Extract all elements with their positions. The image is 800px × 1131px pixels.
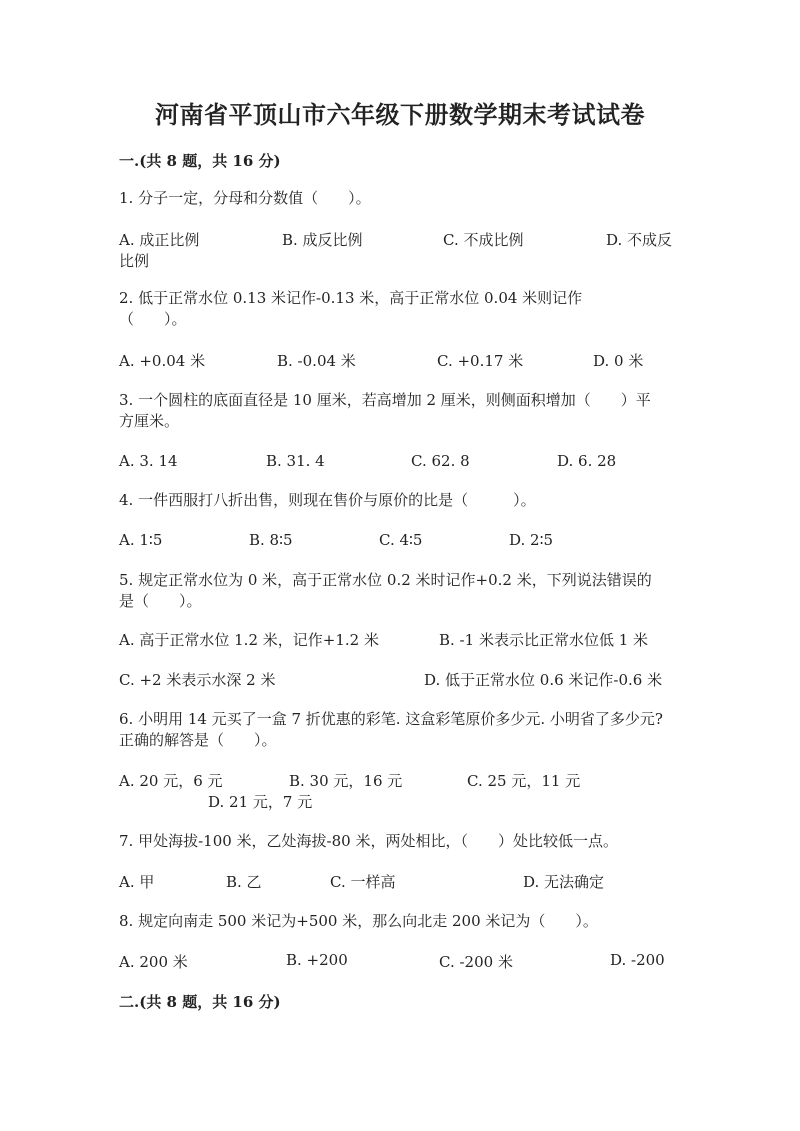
q5-option-c: C. +2 米表示水深 2 米 xyxy=(119,671,276,689)
q4-option-b: B. 8∶5 xyxy=(249,531,293,549)
section-heading-2: 二.(共 8 题，共 16 分) xyxy=(119,993,281,1011)
question-1: 1. 分子一定，分母和分数值（ ）。 xyxy=(119,189,371,207)
q6-option-b: B. 30 元，16 元 xyxy=(289,772,403,790)
question-2-wrap: （ ）。 xyxy=(119,310,187,328)
q1-option-b: B. 成反比例 xyxy=(282,231,363,249)
question-7: 7. 甲处海拔-100 米，乙处海拔-80 米，两处相比，（ ）处比较低一点。 xyxy=(119,832,618,850)
question-3: 3. 一个圆柱的底面直径是 10 厘米，若高增加 2 厘米，则侧面积增加（ ）平 xyxy=(119,391,651,409)
q4-option-d: D. 2∶5 xyxy=(509,531,554,549)
q5-option-d: D. 低于正常水位 0.6 米记作-0.6 米 xyxy=(424,671,663,689)
q1-option-a: A. 成正比例 xyxy=(119,231,200,249)
q2-option-c: C. +0.17 米 xyxy=(437,352,524,370)
q3-option-b: B. 31. 4 xyxy=(266,452,325,470)
question-4: 4. 一件西服打八折出售，则现在售价与原价的比是（ ）。 xyxy=(119,491,536,509)
question-2: 2. 低于正常水位 0.13 米记作-0.13 米，高于正常水位 0.04 米则记作 xyxy=(119,289,583,307)
page-title: 河南省平顶山市六年级下册数学期末考试试卷 xyxy=(155,100,645,129)
q5-option-b: B. -1 米表示比正常水位低 1 米 xyxy=(439,631,649,649)
q5-option-a: A. 高于正常水位 1.2 米，记作+1.2 米 xyxy=(119,631,379,649)
question-5: 5. 规定正常水位为 0 米，高于正常水位 0.2 米时记作+0.2 米，下列说法错误的 xyxy=(119,571,652,589)
question-6-wrap: 正确的解答是（ ）。 xyxy=(119,731,277,749)
q1-option-d-wrap: 比例 xyxy=(119,252,150,270)
question-5-wrap: 是（ ）。 xyxy=(119,592,202,610)
q4-option-a: A. 1∶5 xyxy=(119,531,163,549)
q3-option-a: A. 3. 14 xyxy=(119,452,178,470)
q8-option-a: A. 200 米 xyxy=(119,953,188,971)
q7-option-a: A. 甲 xyxy=(119,873,155,891)
q6-option-d: D. 21 元，7 元 xyxy=(208,793,313,811)
q8-option-c: C. -200 米 xyxy=(439,953,513,971)
q6-option-a: A. 20 元，6 元 xyxy=(119,772,223,790)
q2-option-d: D. 0 米 xyxy=(593,352,644,370)
question-3-wrap: 方厘米。 xyxy=(119,412,180,430)
q8-option-b: B. +200 xyxy=(286,951,348,969)
q7-option-d: D. 无法确定 xyxy=(523,873,605,891)
q3-option-c: C. 62. 8 xyxy=(411,452,470,470)
q1-option-c: C. 不成比例 xyxy=(443,231,524,249)
q3-option-d: D. 6. 28 xyxy=(557,452,617,470)
section-heading-1: 一.(共 8 题，共 16 分) xyxy=(119,152,281,170)
question-6: 6. 小明用 14 元买了一盒 7 折优惠的彩笔. 这盒彩笔原价多少元. 小明省了多少元? xyxy=(119,710,663,728)
q7-option-b: B. 乙 xyxy=(226,873,262,891)
q7-option-c: C. 一样高 xyxy=(330,873,396,891)
q4-option-c: C. 4∶5 xyxy=(379,531,423,549)
q2-option-a: A. +0.04 米 xyxy=(119,352,206,370)
q2-option-b: B. -0.04 米 xyxy=(277,352,356,370)
q6-option-c: C. 25 元，11 元 xyxy=(467,772,581,790)
q1-option-d: D. 不成反 xyxy=(606,231,673,249)
question-8: 8. 规定向南走 500 米记为+500 米，那么向北走 200 米记为（ ）。 xyxy=(119,912,598,930)
q8-option-d: D. -200 xyxy=(610,951,665,969)
